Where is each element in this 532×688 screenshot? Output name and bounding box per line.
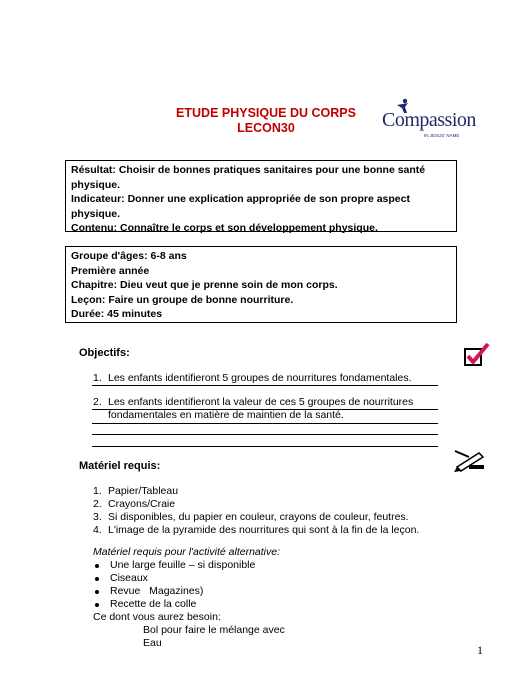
besoin-item-1: Bol pour faire le mélange avec [143, 624, 285, 636]
resultat-text: Résultat: Choisir de bonnes pratiques sanitaires pour une bonne santé physique. [71, 164, 426, 191]
materiel-4-text: L'image de la pyramide des nourritures qui sont à la fin de la leçon. [108, 524, 420, 536]
age-group-text: Groupe d'âges: 6-8 ans [71, 250, 187, 262]
objectif-2-line1: Les enfants identifieront la valeur de ces 5 groupes de nourritures [108, 396, 414, 408]
objectifs-heading: Objectifs: [79, 347, 130, 359]
compassion-logo [382, 98, 476, 138]
besoin-item-2: Eau [143, 637, 162, 649]
duration-text: Durée: 45 minutes [71, 308, 163, 320]
alt-item-1: Une large feuille – si disponible [110, 559, 256, 571]
line-divider [92, 423, 438, 424]
materiel-3-num: 3. [93, 511, 102, 523]
lesson-number: LECON30 [237, 121, 295, 135]
lesson-text: Leçon: Faire un groupe de bonne nourriture. [71, 293, 294, 306]
alt-item-2: Ciseaux [110, 572, 148, 584]
materiel-2-text: Crayons/Craie [108, 498, 176, 510]
bullet-icon [95, 577, 99, 581]
materiel-4-num: 4. [93, 524, 102, 536]
outcomes-box [65, 160, 457, 232]
alt-item-4: Recette de la colle [110, 598, 197, 610]
bullet-icon [95, 590, 99, 594]
objectif-2-num: 2. [93, 396, 102, 408]
line-divider [92, 385, 438, 386]
bullet-icon [95, 603, 99, 607]
alt-materiel-heading: Matériel requis pour l'activité alternative: [93, 546, 281, 558]
checkbox-check-icon [463, 341, 491, 369]
lesson-info-box [65, 246, 457, 323]
year-text: Première année [71, 264, 150, 277]
page-title: ETUDE PHYSIQUE DU CORPS [176, 106, 356, 120]
alt-item-3: Revue Magazines) [110, 585, 204, 597]
contenu-text: Contenu: Connaître le corps et son développement physique. [71, 222, 378, 234]
line-divider [92, 434, 438, 435]
materiel-1-num: 1. [93, 485, 102, 497]
logo-text: Compassion [382, 109, 476, 131]
line-divider [92, 446, 438, 447]
besoin-heading: Ce dont vous aurez besoin: [93, 611, 221, 623]
page-number: 1 [477, 643, 483, 657]
indicateur-text: Indicateur: Donner une explication appropriée de son propre aspect physique. [71, 193, 410, 220]
materiel-3-text: Si disponibles, du papier en couleur, crayons de couleur, feutres. [108, 511, 409, 523]
materiel-2-num: 2. [93, 498, 102, 510]
logo-tagline: IN JESUS' NAME [424, 133, 460, 138]
objectif-2-line2: fondamentales en matière de maintien de la santé. [108, 409, 344, 421]
materiel-heading: Matériel requis: [79, 460, 161, 472]
objectif-1-num: 1. [93, 372, 102, 384]
chapter-text: Chapitre: Dieu veut que je prenne soin de mon corps. [71, 279, 338, 291]
bullet-icon [95, 564, 99, 568]
pencil-icon [451, 445, 487, 473]
materiel-1-text: Papier/Tableau [108, 485, 179, 497]
objectif-1-text: Les enfants identifieront 5 groupes de nourritures fondamentales. [108, 372, 412, 384]
